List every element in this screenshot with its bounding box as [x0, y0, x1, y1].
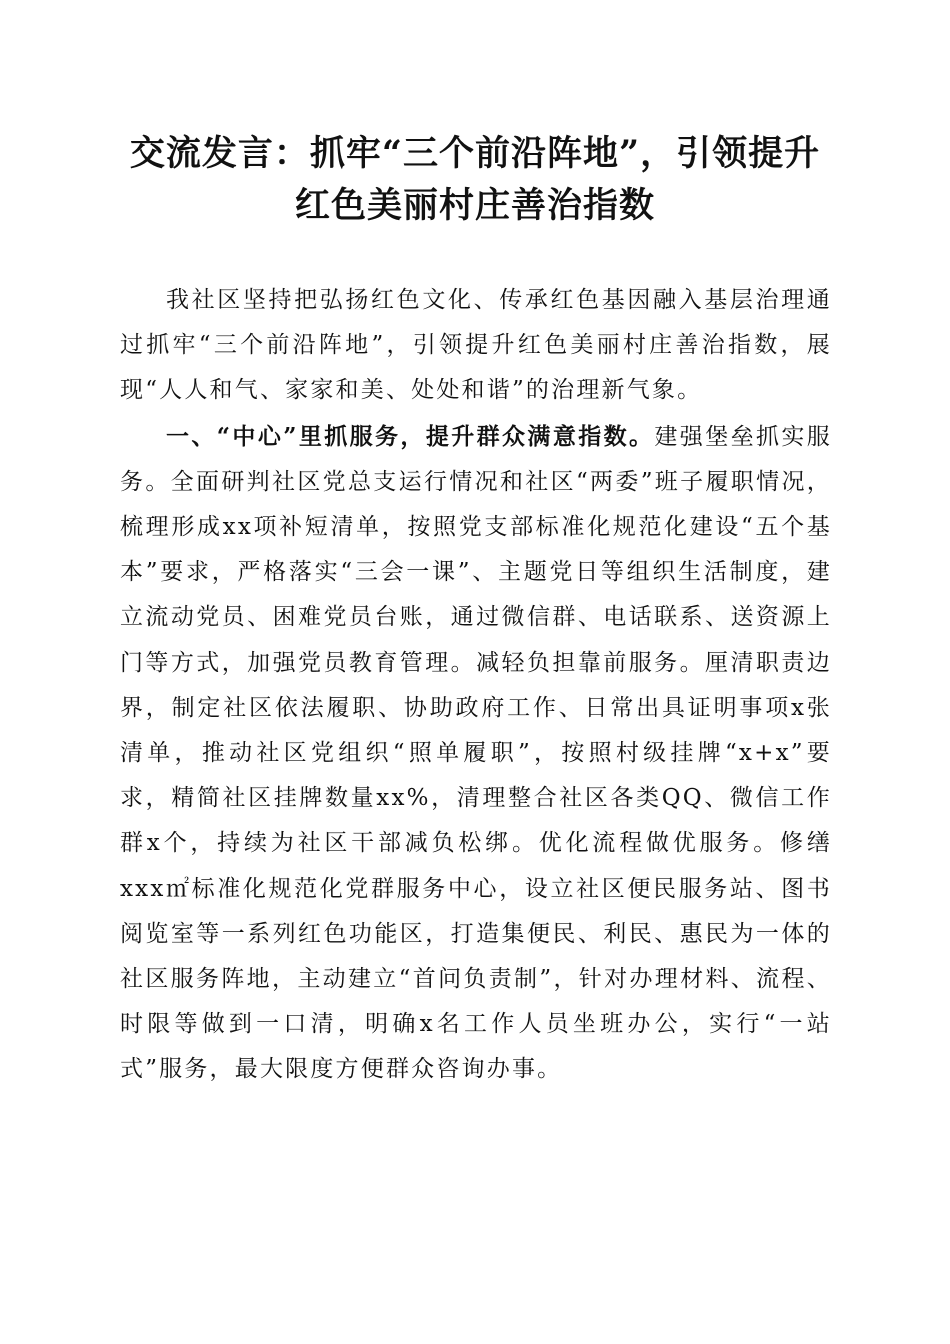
document-title [110, 128, 840, 232]
document-body [120, 278, 832, 1093]
title-line-2: 红色美丽村庄善治指数 [294, 185, 655, 226]
section-1-body: 建强堡垒抓实服务。全面研判社区党总支运行情况和社区“两委”班子履职情况，梳理形成xx项补短清单，按照党支部标准化规范化建设“五个基本”要求，严格落实“三会一课”、主题党日等组织生活制度，建立流动党员、困难党员台账，通过微信群、电话联系、送资源上门等方式，加强党员教育管理。减轻负担靠前服务。厘清职责边界，制定社区依法履职、协助政府工作、日常出具证明事项x张清单，推动社区党组织“照单履职”，按照村级挂牌“x+x”要求，精简社区挂牌数量xx%，清理整合社区各类QQ、微信工作群x个，持续为社区干部减负松绑。优化流程做优服务。修缮xxx㎡标准化规范化党群服务中心，设立社区便民服务站、图书阅览室等一系列红色功能区，打造集便民、利民、惠民为一体的社区服务阵地，主动建立“首问负责制”，针对办理材料、流程、时限等做到一口清，明确x名工作人员坐班办公，实行“一站式”服务，最大限度方便群众咨询办事。 [120, 423, 832, 1083]
intro-paragraph: 我社区坚持把弘扬红色文化、传承红色基因融入基层治理通过抓牢“三个前沿阵地”，引领提升红色美丽村庄善治指数，展现“人人和气、家家和美、处处和谐”的治理新气象。 [120, 287, 832, 404]
section-1-paragraph [120, 414, 832, 1093]
section-1-heading: 一、“中心”里抓服务，提升群众满意指数。 [166, 422, 655, 450]
title-line-1: 交流发言：抓牢“三个前沿阵地”，引领提升 [129, 133, 821, 174]
